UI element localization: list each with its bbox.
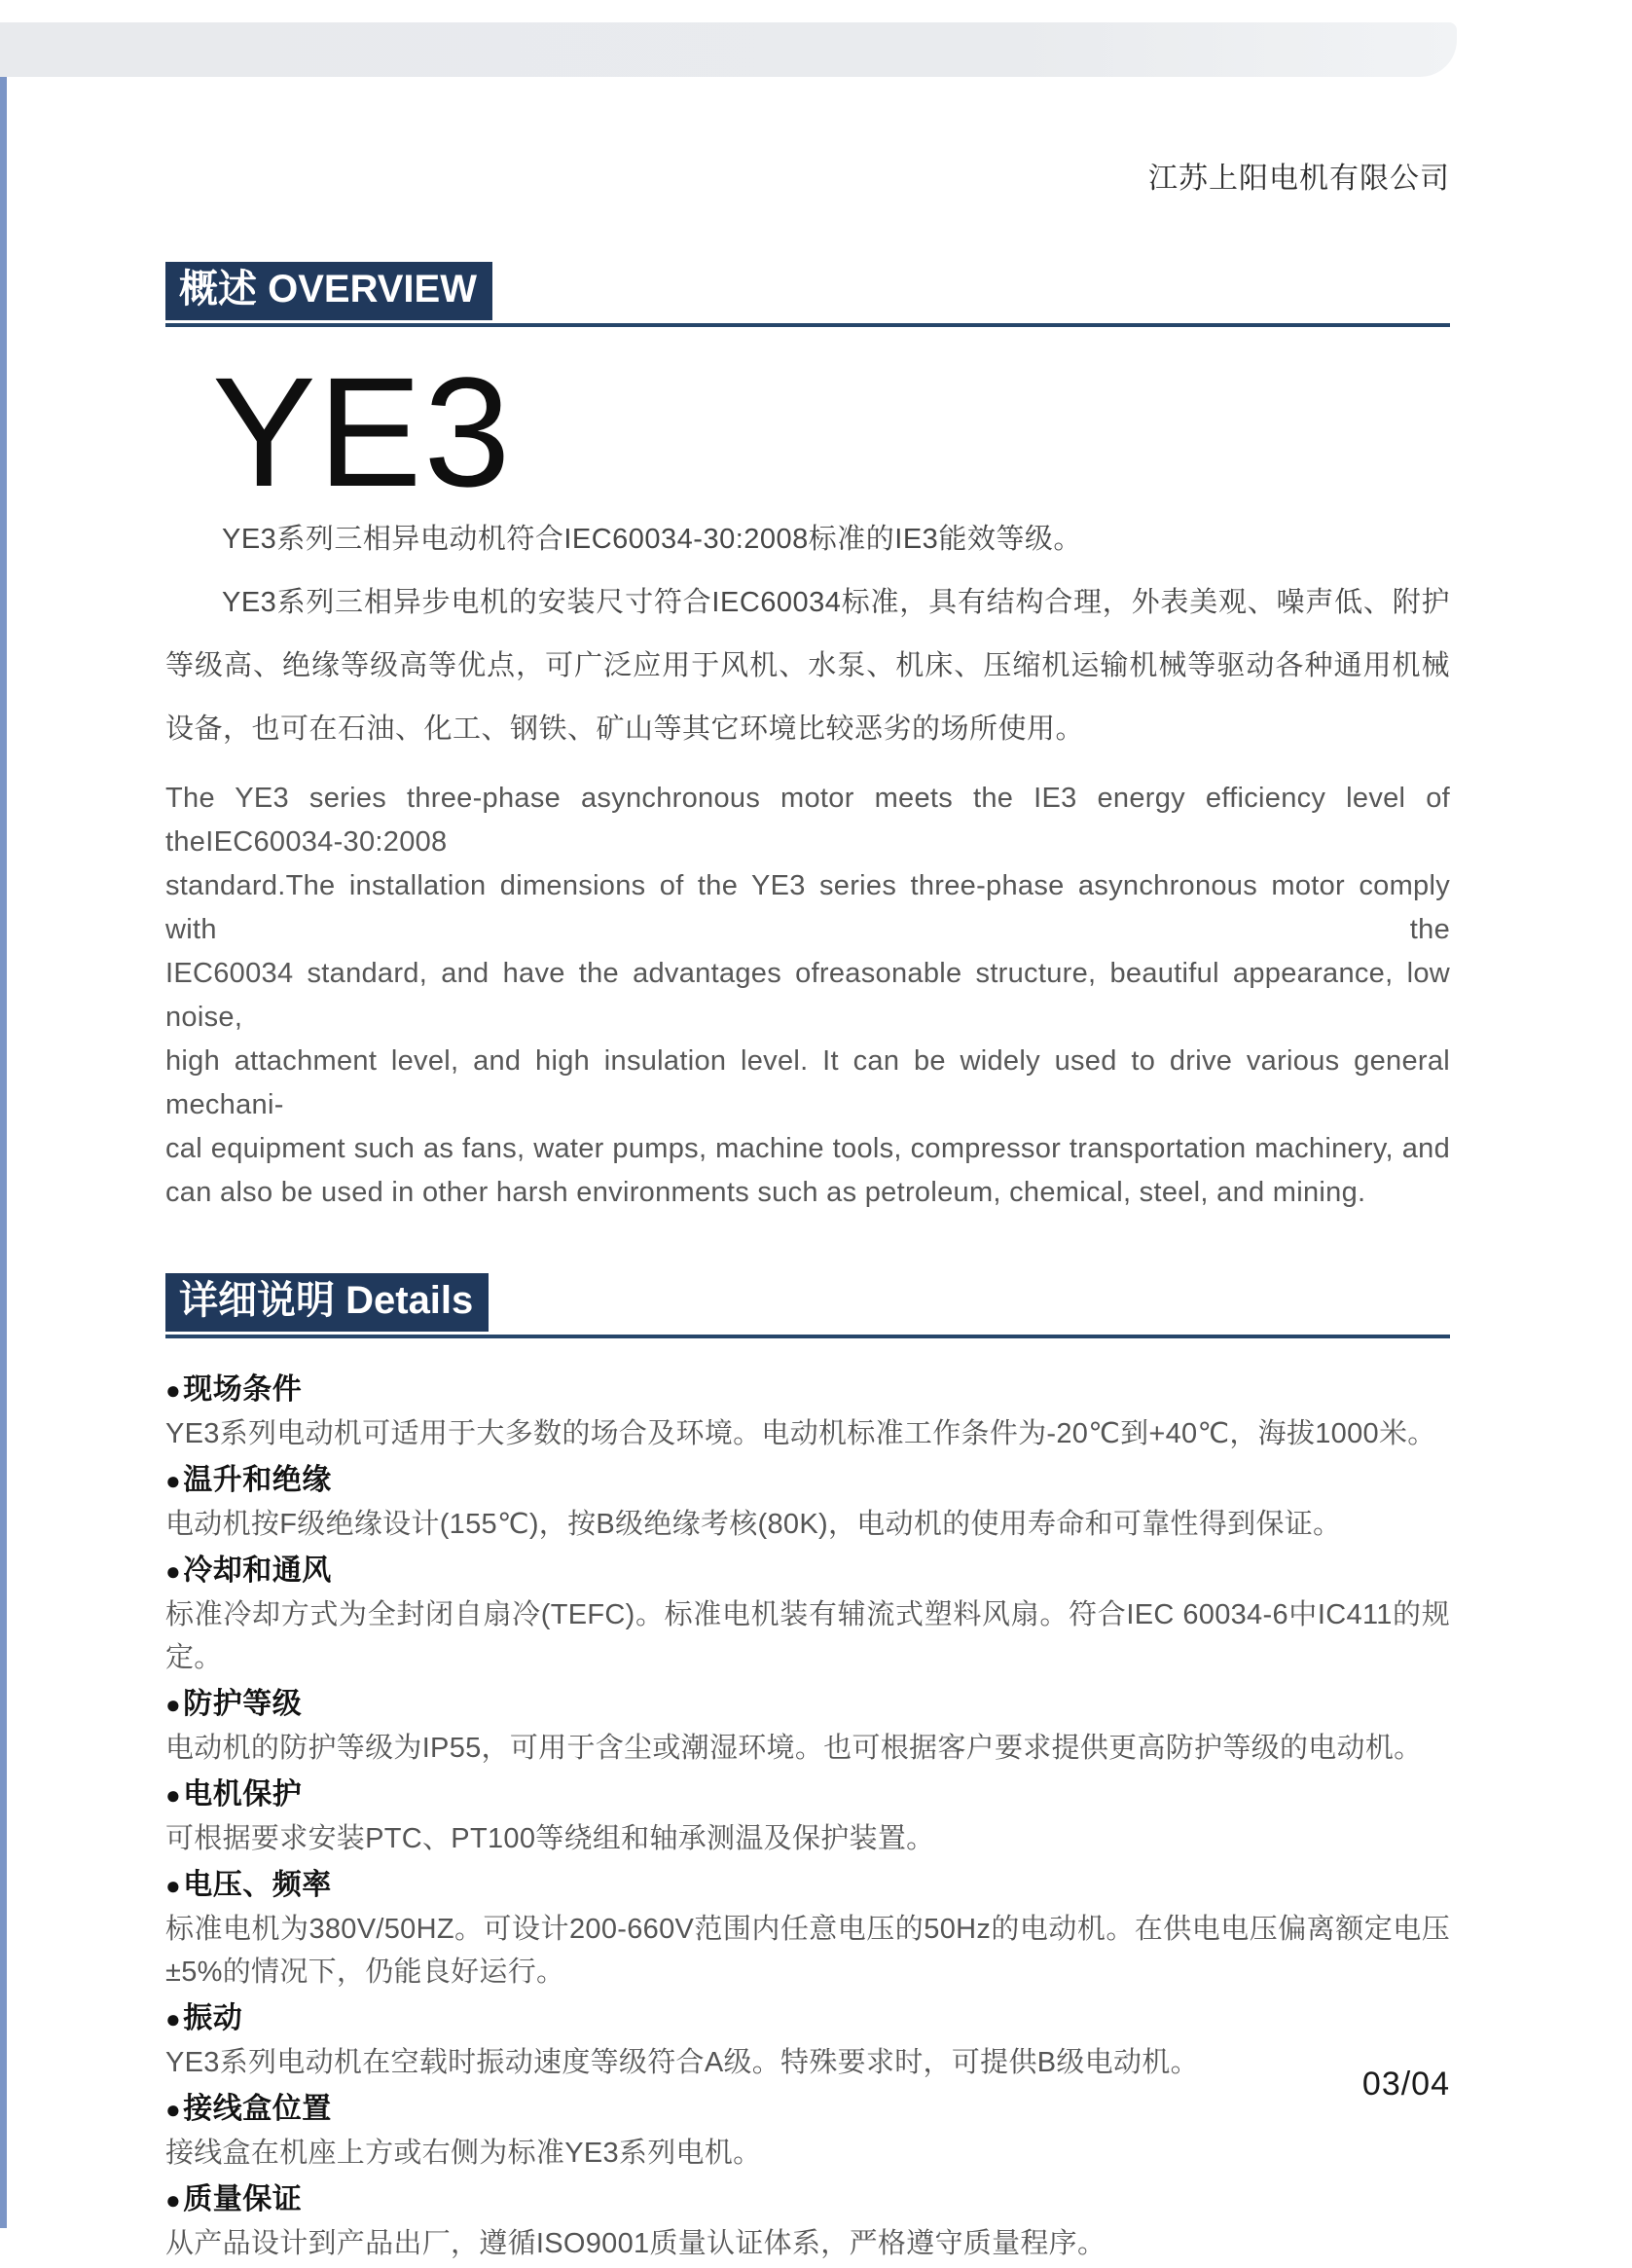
detail-heading <box>165 1368 1450 1412</box>
overview-en-line: can also be used in other harsh environments such as petroleum, chemical, steel, and mining. <box>165 1177 1366 1208</box>
detail-body: 接线盒在机座上方或右侧为标准YE3系列电机。 <box>165 2138 762 2169</box>
overview-cn-paragraph: YE3系列三相异步电机的安装尺寸符合IEC60034标准，具有结构合理，外表美观、噪声低、附护等级高、绝缘等级高等优点，可广泛应用于风机、水泵、机床、压缩机运输机械等驱动各种通用机械设备，也可在石油、化工、钢铁、矿山等其它环境比较恶劣的场所使用。 <box>165 587 1450 745</box>
detail-heading <box>165 1773 1450 1817</box>
detail-item <box>165 1773 1450 1860</box>
detail-heading-text: 冷却和通风 <box>183 1555 332 1587</box>
overview-en-line: The YE3 series three-phase asynchronous motor meets the IE3 energy efficiency level of theIEC60034-30:2008 <box>165 783 1450 858</box>
detail-item <box>165 1368 1450 1455</box>
overview-section-rule <box>165 323 1450 327</box>
detail-body: 电动机的防护等级为IP55，可用于含尘或潮湿环境。也可根据客户要求提供更高防护等级的电动机。 <box>165 1733 1423 1764</box>
product-title: YE3 <box>212 345 513 519</box>
detail-heading <box>165 1996 1450 2041</box>
detail-item <box>165 2087 1450 2175</box>
detail-body: YE3系列电动机在空载时振动速度等级符合A级。特殊要求时，可提供B级电动机。 <box>165 2047 1199 2078</box>
detail-heading <box>165 1863 1450 1908</box>
details-section-header <box>165 1273 1450 1338</box>
detail-heading-text: 电压、频率 <box>183 1869 332 1901</box>
detail-heading-text: 温升和绝缘 <box>183 1464 332 1496</box>
detail-heading <box>165 1682 1450 1727</box>
bullet-icon: ● <box>165 1556 182 1586</box>
bullet-icon: ● <box>165 1466 182 1495</box>
detail-item <box>165 1549 1450 1679</box>
bullet-icon: ● <box>165 1871 182 1900</box>
details-section-rule <box>165 1335 1450 1338</box>
bullet-icon: ● <box>165 2095 182 2124</box>
details-section-title: 详细说明 Details <box>165 1273 489 1332</box>
detail-body: 可根据要求安装PTC、PT100等绕组和轴承测温及保护装置。 <box>165 1823 935 1854</box>
detail-body: YE3系列电动机可适用于大多数的场合及环境。电动机标准工作条件为-20℃到+40℃，海拔1000米。 <box>165 1418 1436 1449</box>
detail-heading-text: 电机保护 <box>183 1778 303 1811</box>
detail-heading <box>165 2087 1450 2132</box>
detail-heading <box>165 1549 1450 1593</box>
detail-item <box>165 1682 1450 1770</box>
overview-en-paragraph <box>165 777 1450 1215</box>
overview-section-title: 概述 OVERVIEW <box>165 262 492 320</box>
bullet-icon: ● <box>165 2185 182 2214</box>
details-list <box>165 1368 1450 2265</box>
detail-item <box>165 1458 1450 1546</box>
detail-heading <box>165 1458 1450 1503</box>
left-accent-bar <box>0 77 7 2228</box>
detail-item <box>165 1996 1450 2084</box>
detail-body: 标准冷却方式为全封闭自扇冷(TEFC)。标准电机装有辅流式塑料风扇。符合IEC 60034-6中IC411的规定。 <box>165 1599 1450 1673</box>
bullet-icon: ● <box>165 2004 182 2033</box>
overview-en-line: standard.The installation dimensions of the YE3 series three-phase asynchronous motor comply with the <box>165 870 1450 945</box>
page-content <box>165 0 1450 2268</box>
overview-cn-paragraphs <box>165 508 1450 761</box>
overview-en-line: cal equipment such as fans, water pumps, machine tools, compressor transportation machinery, and <box>165 1133 1450 1164</box>
overview-en-line: high attachment level, and high insulation level. It can be widely used to drive various general mechani- <box>165 1045 1450 1120</box>
bullet-icon: ● <box>165 1375 182 1405</box>
detail-heading-text: 质量保证 <box>183 2183 303 2215</box>
detail-heading-text: 防护等级 <box>183 1688 303 1720</box>
company-name: 江苏上阳电机有限公司 <box>1148 163 1450 195</box>
page-number: 03/04 <box>1361 2066 1450 2103</box>
detail-body: 电动机按F级绝缘设计(155℃)，按B级绝缘考核(80K)，电动机的使用寿命和可靠性得到保证。 <box>165 1509 1342 1540</box>
detail-heading-text: 接线盒位置 <box>183 2093 332 2125</box>
detail-heading <box>165 2177 1450 2222</box>
detail-heading-text: 现场条件 <box>183 1373 303 1406</box>
detail-body: 从产品设计到产品出厂，遵循ISO9001质量认证体系，严格遵守质量程序。 <box>165 2228 1106 2259</box>
overview-cn-paragraph: YE3系列三相异电动机符合IEC60034-30:2008标准的IE3能效等级。 <box>222 524 1082 555</box>
detail-body: 标准电机为380V/50HZ。可设计200-660V范围内任意电压的50Hz的电动机。在供电电压偏离额定电压±5%的情况下，仍能良好运行。 <box>165 1914 1450 1988</box>
detail-heading-text: 振动 <box>183 2002 243 2034</box>
bullet-icon: ● <box>165 1690 182 1719</box>
overview-section-header <box>165 262 1450 327</box>
overview-en-line: IEC60034 standard, and have the advantages ofreasonable structure, beautiful appearance, low noise, <box>165 958 1450 1033</box>
detail-item <box>165 2177 1450 2265</box>
detail-item <box>165 1863 1450 1994</box>
bullet-icon: ● <box>165 1780 182 1810</box>
